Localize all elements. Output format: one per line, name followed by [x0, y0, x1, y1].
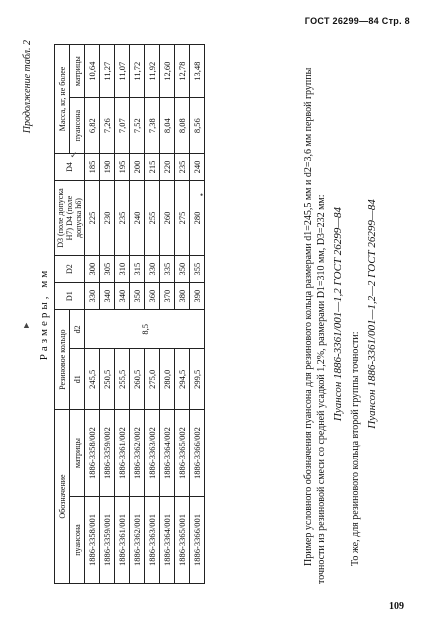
cell-d1: 245,5: [85, 349, 100, 410]
header-d1: d1: [70, 349, 85, 410]
cell-D4: 235: [175, 153, 190, 180]
dimensions-title: Размеры, мм: [38, 267, 50, 361]
cell-mass-punch: 6,82: [85, 98, 100, 154]
cell-d2: 8,5: [85, 310, 205, 349]
cell-D2: 305: [100, 256, 115, 283]
cell-D1: 380: [175, 283, 190, 310]
cell-D3: 230: [100, 181, 115, 256]
cell-D1: 330: [85, 283, 100, 310]
cell-mass-matrix: 12,60: [160, 45, 175, 98]
cell-matrix: 1886-3364/002: [160, 410, 175, 497]
cell-matrix: 1886-3361/002: [115, 410, 130, 497]
cell-mass-matrix: 11,72: [130, 45, 145, 98]
cell-D2: 350: [175, 256, 190, 283]
cell-D2: 335: [160, 256, 175, 283]
cell-punch: 1886-3358/001: [85, 497, 100, 584]
cell-D4: 220: [160, 153, 175, 180]
cell-matrix: 1886-3365/002: [175, 410, 190, 497]
cell-mass-punch: 7,52: [130, 98, 145, 154]
example-intro: Пример условного обозначения пуансона для резинового кольца размерами d1=245,5 мм и d2=3,6 мм первой группы точности из резиновой смеси со средней усадкой 1,2%, размерами D1=310 мм, D3=232 мм:: [303, 67, 327, 584]
cell-mass-matrix: 11,07: [115, 45, 130, 98]
cell-D1: 390: [190, 283, 205, 310]
cell-mass-punch: 8,04: [160, 98, 175, 154]
example-1: Пуансон 1886-3361/001—1,2 ГОСТ 26299—84: [332, 206, 344, 422]
cell-D3: 260: [160, 181, 175, 256]
header-mass: Масса, кг, не более: [55, 45, 70, 154]
cell-D2: 315: [130, 256, 145, 283]
rotated-content: [20, 34, 420, 594]
header-D1: D1: [55, 283, 85, 310]
cell-mass-matrix: 10,64: [85, 45, 100, 98]
header-mass-matrix: матрицы: [70, 45, 85, 98]
cell-D4: 215: [145, 153, 160, 180]
cell-D2: 310: [115, 256, 130, 283]
cell-D3: 240: [130, 181, 145, 256]
cell-mass-punch: 7,38: [145, 98, 160, 154]
header-D4: D4: [55, 153, 85, 180]
header-D2: D2: [55, 256, 85, 283]
cell-mass-matrix: 13,48: [190, 45, 205, 98]
header-matrix: матрицы: [70, 410, 85, 497]
cell-mass-punch: 8,08: [175, 98, 190, 154]
header-punch: пуансона: [70, 497, 85, 584]
table-body: [85, 45, 205, 584]
cell-D1: 340: [115, 283, 130, 310]
cell-D1: 360: [145, 283, 160, 310]
cell-d1: 260,5: [130, 349, 145, 410]
header-designation: Обозначение: [55, 410, 70, 584]
cell-d1: 280,0: [160, 349, 175, 410]
scan-mark: ▲: [22, 320, 31, 330]
page-header: ГОСТ 26299—84 Стр. 8: [304, 16, 410, 26]
cell-d1: 294,5: [175, 349, 190, 410]
cell-D3: 280: [190, 181, 205, 256]
cell-D3: 225: [85, 181, 100, 256]
cell-D1: 370: [160, 283, 175, 310]
header-mass-punch: пуансона: [70, 98, 85, 154]
cell-punch: 1886-3366/001: [190, 497, 205, 584]
second-intro: То же, для резинового кольца второй группы точности:: [350, 331, 361, 566]
cell-punch: 1886-3364/001: [160, 497, 175, 584]
cell-mass-punch: 7,26: [100, 98, 115, 154]
cell-matrix: 1886-3366/002: [190, 410, 205, 497]
cell-punch: 1886-3363/001: [145, 497, 160, 584]
cell-D3: 235: [115, 181, 130, 256]
cell-mass-matrix: 12,78: [175, 45, 190, 98]
cell-D4: 195: [115, 153, 130, 180]
header-D3: D3 (поле допуска H7) D4 (поле допуска h6): [55, 181, 85, 256]
cell-punch: 1886-3365/001: [175, 497, 190, 584]
cell-D3: 275: [175, 181, 190, 256]
cell-D1: 340: [100, 283, 115, 310]
cell-d1: 255,5: [115, 349, 130, 410]
cell-mass-matrix: 11,92: [145, 45, 160, 98]
cell-matrix: 1886-3359/002: [100, 410, 115, 497]
dimensions-table: [54, 44, 205, 584]
cell-D4: 190: [100, 153, 115, 180]
example-2: Пуансон 1886-3361/001—1,2—2 ГОСТ 26299—84: [366, 199, 378, 429]
cell-punch: 1886-3362/001: [130, 497, 145, 584]
cell-D2: 330: [145, 256, 160, 283]
cell-mass-punch: 8,56: [190, 98, 205, 154]
cell-matrix: 1886-3363/002: [145, 410, 160, 497]
cell-d1: 299,5: [190, 349, 205, 410]
cell-mass-matrix: 11,27: [100, 45, 115, 98]
cell-matrix: 1886-3358/002: [85, 410, 100, 497]
page-number: 109: [389, 601, 404, 612]
cell-D1: 350: [130, 283, 145, 310]
scan-mark: ✓: [70, 150, 78, 160]
header-d2: d2: [70, 310, 85, 349]
cell-d1: 275,0: [145, 349, 160, 410]
cell-D2: 300: [85, 256, 100, 283]
cell-mass-punch: 7,07: [115, 98, 130, 154]
cell-D3: 255: [145, 181, 160, 256]
cell-D4: 200: [130, 153, 145, 180]
notes: [302, 44, 383, 584]
table-row: [85, 45, 100, 584]
cell-punch: 1886-3359/001: [100, 497, 115, 584]
table-continuation-label: Продолжение табл. 2: [22, 40, 33, 134]
cell-D4: 240: [190, 153, 205, 180]
scan-mark: •: [200, 190, 204, 200]
cell-matrix: 1886-3362/002: [130, 410, 145, 497]
header-ring: Резиновое кольцо: [55, 310, 70, 410]
cell-D4: 185: [85, 153, 100, 180]
cell-d1: 250,5: [100, 349, 115, 410]
cell-D2: 355: [190, 256, 205, 283]
cell-punch: 1886-3361/001: [115, 497, 130, 584]
